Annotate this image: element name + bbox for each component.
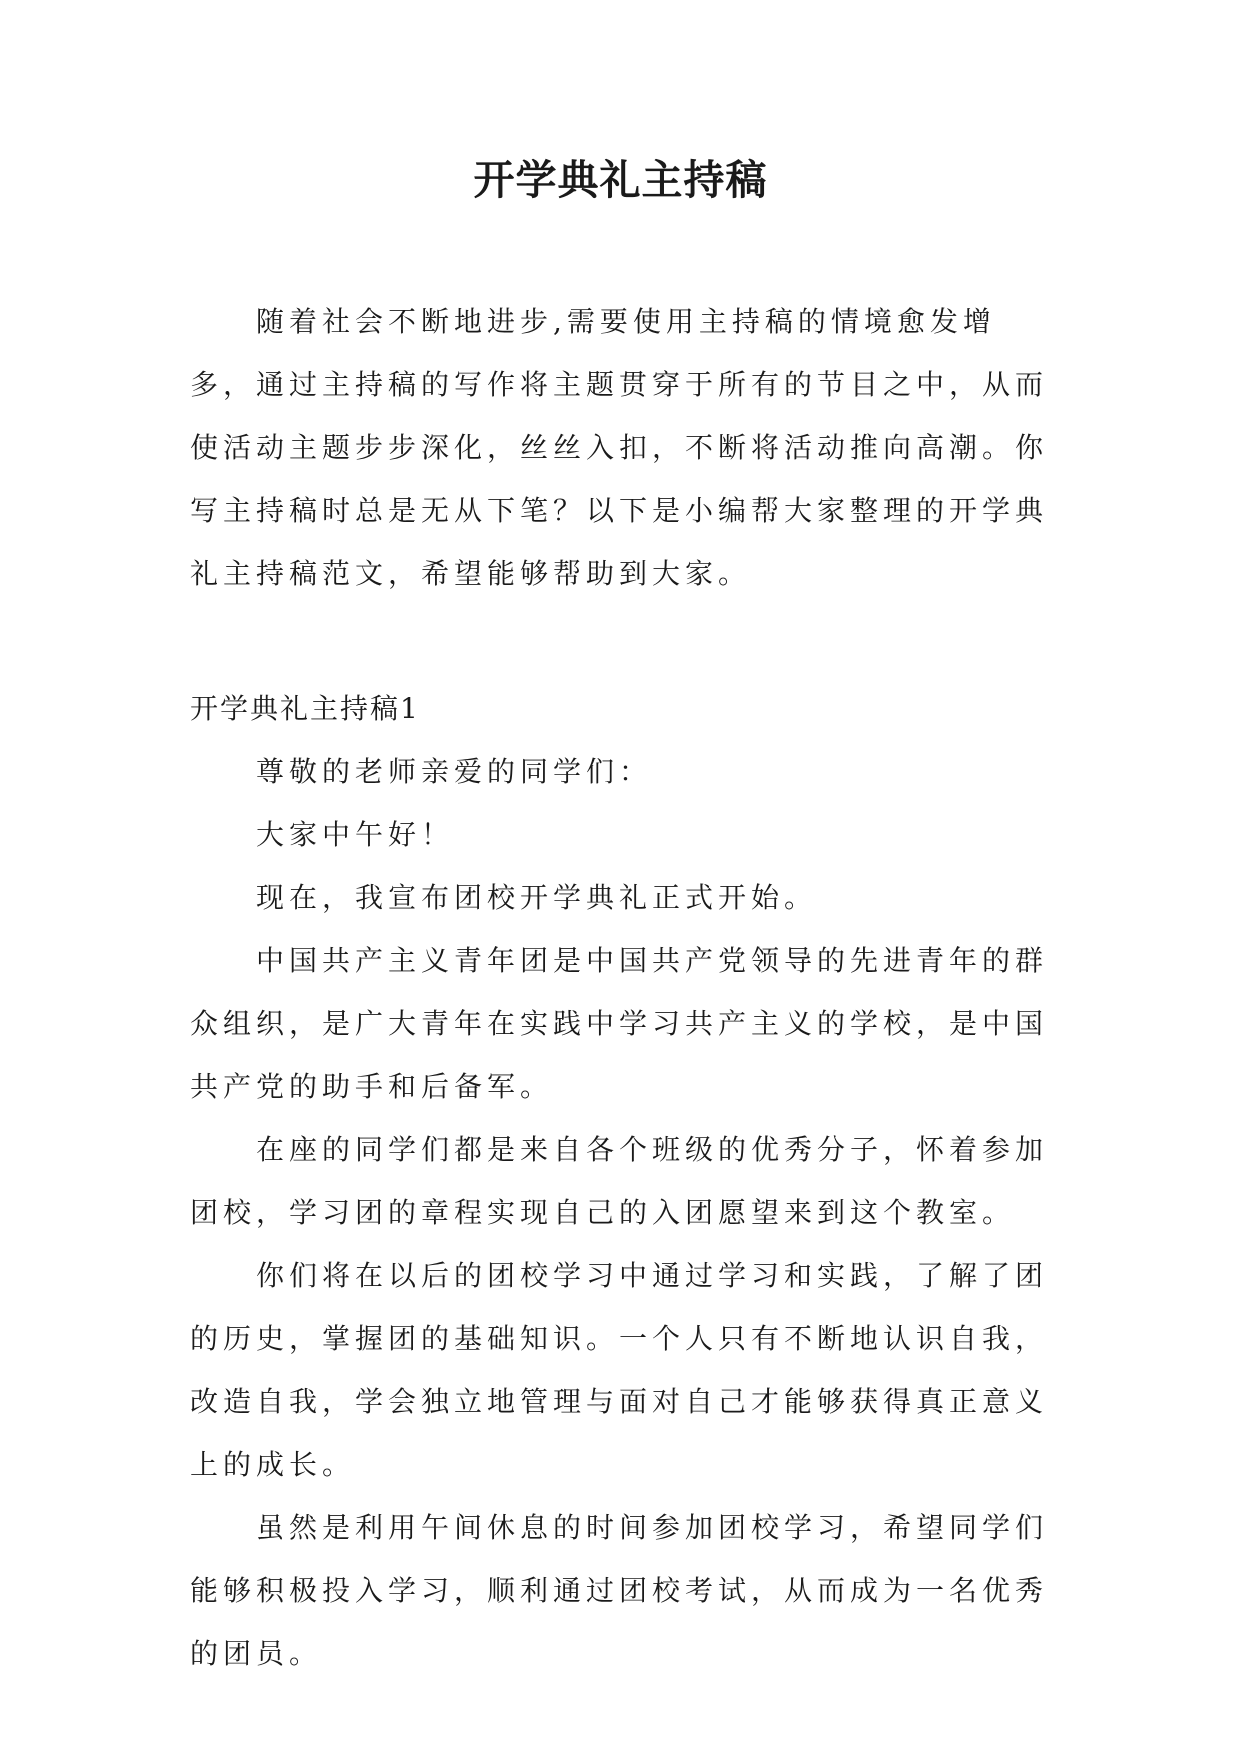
paragraph-greeting: 尊敬的老师亲爱的同学们： bbox=[256, 755, 653, 788]
paragraph-announcement: 现在，我宣布团校开学典礼正式开始。 bbox=[256, 881, 818, 914]
paragraph-students: 在座的同学们都是来自各个班级的优秀分子，怀着参加团校，学习团的章程实现自己的入团愿望来到这个教室。 bbox=[190, 1133, 1049, 1229]
document-body bbox=[190, 290, 1052, 1685]
paragraph-league-intro: 中国共产主义青年团是中国共产党领导的先进青年的群众组织，是广大青年在实践中学习共产主义的学校，是中国共产党的助手和后备军。 bbox=[190, 944, 1049, 1103]
paragraph-closing: 虽然是利用午间休息的时间参加团校学习，希望同学们能够积极投入学习，顺利通过团校考试，从而成为一名优秀的团员。 bbox=[190, 1511, 1049, 1670]
paragraph-salutation: 大家中午好！ bbox=[256, 818, 455, 851]
section-heading: 开学典礼主持稿1 bbox=[190, 692, 420, 725]
document-title: 开学典礼主持稿 bbox=[473, 156, 768, 204]
paragraph-growth: 你们将在以后的团校学习中通过学习和实践，了解了团的历史，掌握团的基础知识。一个人只有不断地认识自我，改造自我，学会独立地管理与面对自己才能够获得真正意义上的成长。 bbox=[190, 1259, 1049, 1481]
intro-paragraph: 随着社会不断地进步,需要使用主持稿的情境愈发增多，通过主持稿的写作将主题贯穿于所有的节目之中，从而使活动主题步步深化，丝丝入扣，不断将活动推向高潮。你写主持稿时总是无从下笔？以下是小编帮大家整理的开学典礼主持稿范文，希望能够帮助到大家。 bbox=[190, 305, 1049, 590]
